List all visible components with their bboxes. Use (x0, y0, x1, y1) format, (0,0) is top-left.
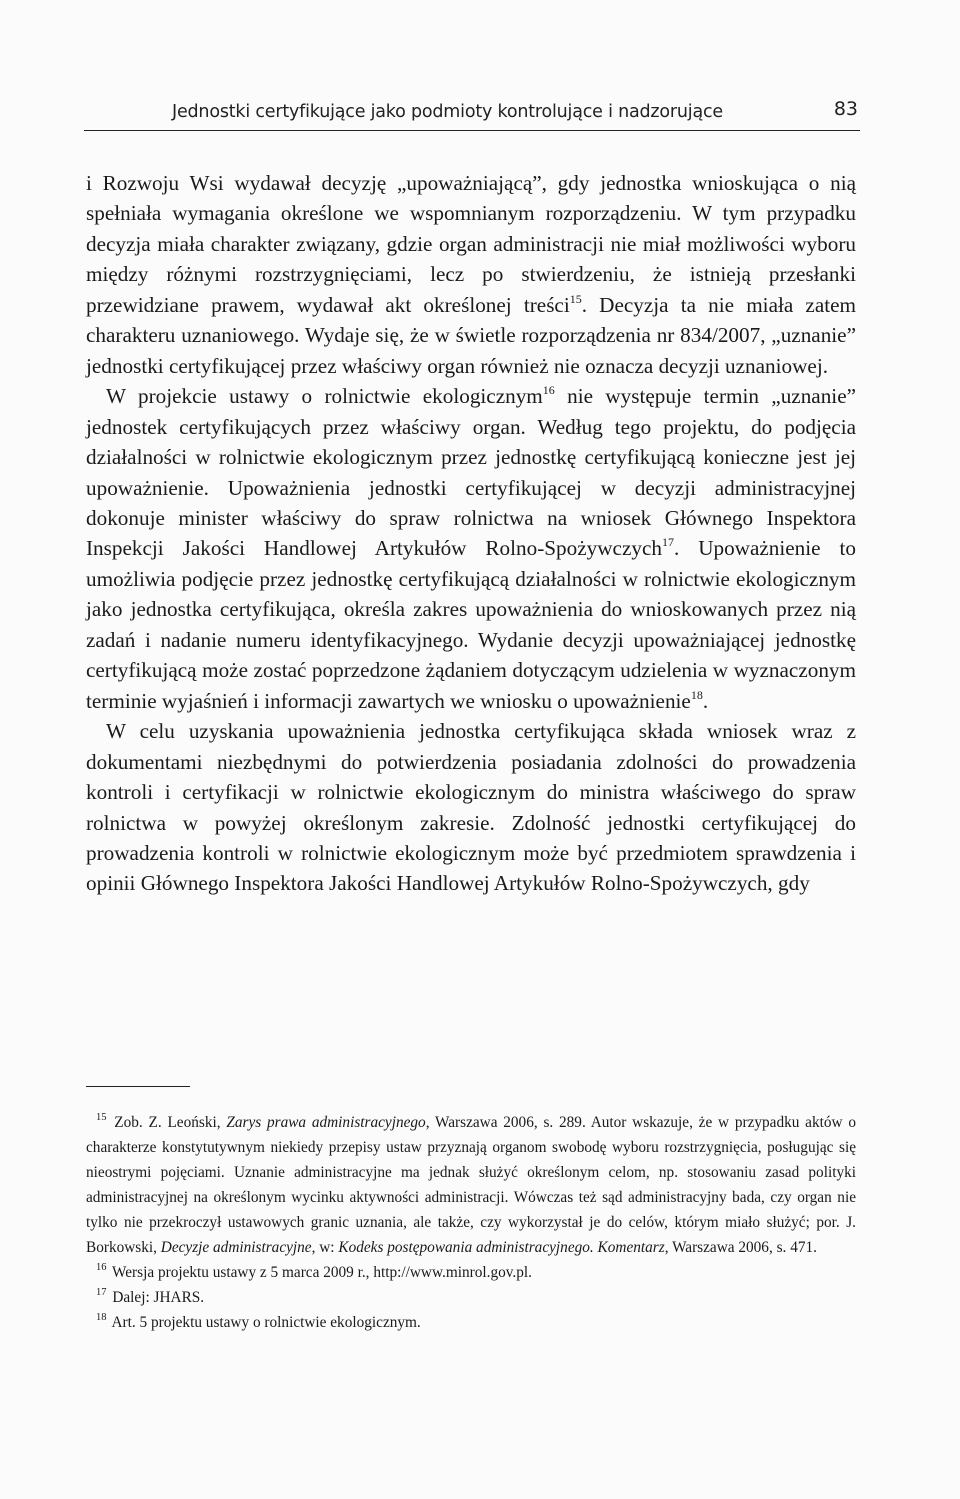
footnote-16 (86, 1260, 856, 1285)
paragraph-text: . Upoważnienie to umożliwia podjęcie przez jednostkę certyfikującą działalności w rolnictwie ekologicznym jako jednostka certyfikująca, określa zakres upoważnienia do wnioskowanych przez nią zadań i nadanie numeru identyfikacyjnego. Wydanie decyzji upoważniającej jednostkę certyfikującą może zostać poprzedzone żądaniem dotyczącym udzielenia w wyznaczonym terminie wyjaśnień i informacji zawartych we wniosku o upoważnienie (86, 536, 856, 713)
book-title: Zarys prawa administracyjnego (226, 1114, 426, 1131)
footnote-ref-17[interactable]: 17 (661, 535, 674, 550)
footnote-text: Art. 5 projektu ustawy o rolnictwie ekologicznym. (108, 1314, 421, 1331)
main-text (86, 168, 856, 899)
footnote-ref-15[interactable]: 15 (569, 291, 582, 306)
footnote-text: Zob. Z. Leoński, (108, 1114, 227, 1131)
paragraph-2 (86, 381, 856, 716)
running-header (84, 96, 860, 131)
paragraph-text: W projekcie ustawy o rolnictwie ekologicznym (106, 384, 543, 409)
footnote-text: Dalej: JHARS. (108, 1289, 205, 1306)
paragraph-text: W celu uzyskania upoważnienia jednostka certyfikująca składa wniosek wraz z dokumentami niezbędnymi do potwierdzenia posiadania zdolności do prowadzenia kontroli i certyfikacji w rolnictwie ekologicznym do ministra właściwego do spraw rolnictwa w powyżej określonym zakresie. Zdolność jednostki certyfikującej do prowadzenia kontroli w rolnictwie ekologicznym może być przedmiotem sprawdzenia i opinii Głównego Inspektora Jakości Handlowej Artykułów Rolno-Spożywczych, gdy (86, 719, 856, 896)
footnote-17 (86, 1285, 856, 1310)
page-number: 83 (833, 98, 858, 120)
footnote-separator (86, 1086, 190, 1087)
footnote-text: Wersja projektu ustawy z 5 marca 2009 r., http://www.minrol.gov.pl. (108, 1264, 532, 1281)
book-title: Kodeks postępowania administracyjnego. Komentarz (338, 1239, 665, 1256)
footnote-number: 15 (96, 1112, 107, 1123)
paragraph-text: . Decyzja ta nie miała zatem charakteru uznaniowego. Wydaje się, że w świetle rozporządzenia nr 834/2007, „uznanie” jednostki certyfikującej przez właściwy organ również nie oznacza decyzji uznaniowej. (86, 292, 856, 378)
paragraph-3 (86, 716, 856, 899)
footnote-text: , Warszawa 2006, s. 289. Autor wskazuje, że w przypadku aktów o charakterze konstytutywnym niekiedy przepisy ustaw przyznają organom swobodę wyboru rozstrzygnięcia, posługując się nieostrymi pojęciami. Uznanie administracyjne ma jednak służyć określonym celom, np. stosowaniu zasad polityki administracyjnej na określonym wycinku aktywności administracji. Wówczas też sąd administracyjny bada, czy organ nie tylko nie przekroczył ustawowych granic uznania, ale także, czy wykorzystał je do celów, którym miało służyć; por. J. Borkowski, (86, 1114, 856, 1256)
footnote-ref-18[interactable]: 18 (690, 687, 703, 702)
paragraph-text: nie występuje termin „uznanie” jednostek certyfikujących przez właściwy organ. Według tego projektu, do podjęcia działalności w rolnictwie ekologicznym przez jednostkę certyfikującą konieczne jest jej upoważnienie. Upoważnienia jednostki certyfikującej w decyzji administracyjnej dokonuje minister właściwy do spraw rolnictwa na wniosek Głównego Inspektora Inspekcji Jakości Handlowej Artykułów Rolno-Spożywczych (86, 384, 856, 561)
footnote-15 (86, 1110, 856, 1260)
paragraph-text: i Rozwoju Wsi wydawał decyzję „upoważniającą”, gdy jednostka wnioskująca o nią spełniała wymagania określone we wspomnianym rozporządzeniu. W tym przypadku decyzja miała charakter związany, gdzie organ administracji nie miał możliwości wyboru między różnymi rozstrzygnięciami, lecz po stwierdzeniu, że istnieją przesłanki przewidziane prawem, wydawał akt określonej treści (86, 171, 856, 317)
footnote-ref-16[interactable]: 16 (542, 383, 555, 398)
footnotes (86, 1110, 856, 1335)
header-title: Jednostki certyfikujące jako podmioty kontrolujące i nadzorujące (172, 102, 723, 122)
paragraph-text: . (702, 688, 709, 713)
footnote-number: 18 (96, 1312, 107, 1323)
book-title: Decyzje administracyjne (160, 1239, 312, 1256)
footnote-text: , Warszawa 2006, s. 471. (664, 1239, 817, 1256)
footnote-text: , w: (311, 1239, 339, 1256)
footnote-number: 16 (96, 1262, 107, 1273)
footnote-number: 17 (96, 1287, 107, 1298)
footnote-18 (86, 1310, 856, 1335)
paragraph-1 (86, 168, 856, 381)
